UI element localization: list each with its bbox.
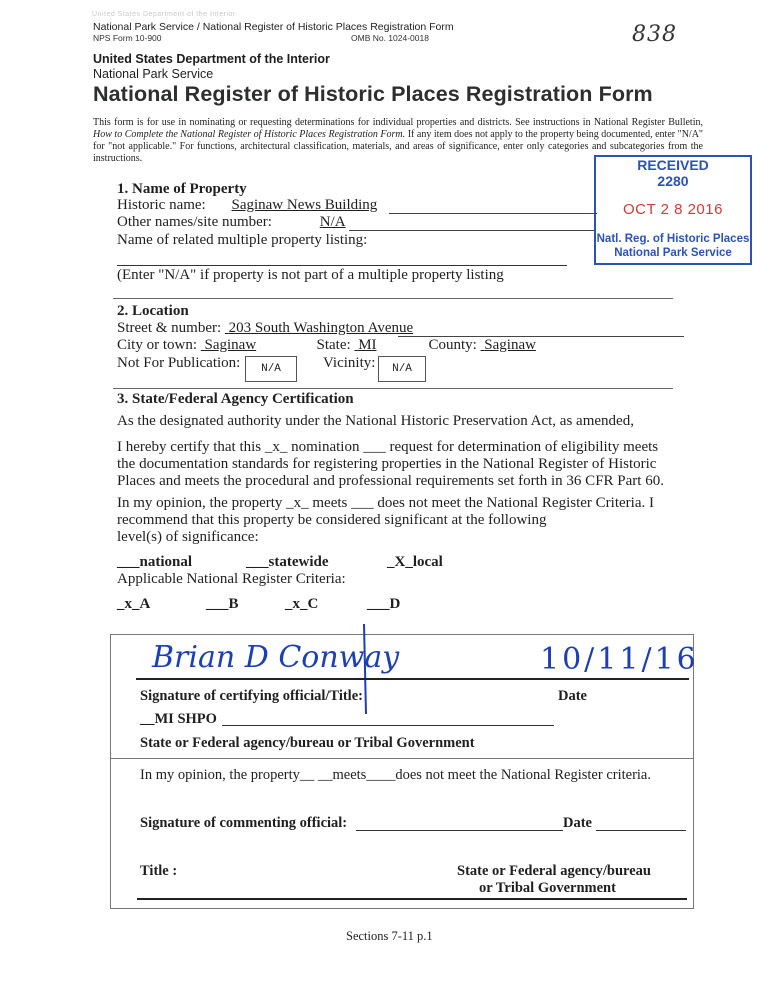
level-statewide-label: statewide [268, 554, 329, 570]
not-for-publication-field[interactable]: N/A [245, 356, 297, 382]
agency-form-line: National Park Service / National Register of Historic Places Registration Form [93, 21, 454, 33]
other-names-label: Other names/site number: [117, 214, 272, 230]
certify-line3: Places and meets the procedural and professional requirements set forth in 36 CFR Part 60. [117, 473, 664, 489]
criterion-a-label: A [139, 596, 151, 612]
instructions-part1: This form is for use in nominating or requesting determinations for individual properties and districts. See instructions in National Register Bulletin, [93, 117, 703, 128]
form-title: National Register of Historic Places Registration Form [93, 82, 653, 106]
received-stamp [594, 155, 752, 265]
other-names-underline [349, 230, 594, 231]
does-not-meet-checkbox[interactable]: ___ [351, 495, 374, 511]
opinion-line1 [117, 495, 654, 512]
criterion-c-mark: _x_ [285, 596, 308, 612]
opinion-line3: level(s) of significance: [117, 529, 259, 545]
certify-line2: the documentation standards for registering properties in the National Register of Historic [117, 456, 657, 472]
city-field[interactable] [201, 337, 313, 354]
signature-label: Signature of certifying official/Title: [140, 688, 363, 704]
service-name: National Park Service [93, 67, 214, 81]
opinion-text-a: In my opinion, the property [117, 495, 287, 511]
historic-name-field[interactable]: Saginaw News Building [231, 197, 378, 213]
state-label: State: [316, 337, 351, 353]
authority-text: As the designated authority under the National Historic Preservation Act, as amended, [117, 413, 634, 429]
level-statewide-mark: ___ [246, 554, 269, 570]
level-local[interactable] [387, 554, 443, 571]
certifying-date-handwritten[interactable]: 10/11/16 [540, 642, 699, 677]
commenting-date-field[interactable] [596, 830, 686, 831]
agency-label: State or Federal agency/bureau or Tribal Government [140, 735, 475, 751]
department-name: United States Department of the Interior [93, 52, 330, 66]
commenting-agency-label-line1: State or Federal agency/bureau [457, 863, 651, 879]
certify-text-b: nomination [287, 439, 364, 455]
state-value: MI [358, 337, 377, 353]
criterion-c[interactable] [285, 596, 318, 613]
certify-text-c: request for determination of eligibility meets [385, 439, 659, 455]
commenting-signature-label: Signature of commenting official: [140, 815, 348, 831]
street-row [117, 320, 413, 337]
commenting-date-label: Date [563, 815, 592, 831]
level-national[interactable] [117, 554, 192, 571]
instructions-part2: If any item does not apply to the property being documented, enter "N/A" for "not applicable." For functions, architectural classification, materials, and areas of significance, enter only categories and subcategories from the instructions. [93, 129, 704, 164]
signature-box-divider [110, 758, 693, 759]
agency-field[interactable]: __MI SHPO [140, 711, 217, 727]
opinion-text-b: meets [308, 495, 352, 511]
level-national-label: national [139, 554, 193, 570]
commenting-agency-label-line2: or Tribal Government [479, 880, 616, 896]
signature-line [136, 678, 689, 680]
level-statewide[interactable] [246, 554, 329, 571]
section2-title: 2. Location [117, 303, 189, 319]
vicinity-label: Vicinity: [323, 355, 376, 371]
criterion-d[interactable] [367, 596, 400, 613]
multiple-listing-label: Name of related multiple property listing: [117, 232, 368, 248]
commenting-signature-field[interactable] [356, 830, 563, 831]
criterion-a[interactable] [117, 596, 150, 613]
faint-header-line: United States Department of the Interior [92, 11, 236, 18]
certify-line1 [117, 439, 658, 456]
stamp-number: 2280 [657, 173, 689, 189]
stamp-date: OCT 2 8 2016 [623, 201, 723, 218]
handwritten-number: 838 [632, 22, 677, 47]
criterion-d-mark: ___ [367, 596, 390, 612]
other-names-field[interactable]: N/A [319, 214, 346, 230]
city-row [117, 337, 563, 354]
city-value: Saginaw [204, 337, 257, 353]
opinion-line2: recommend that this property be considered significant at the following [117, 512, 547, 528]
commenting-opinion: In my opinion, the property__ __meets____does not meet the National Register criteria. [140, 767, 651, 783]
state-field[interactable] [354, 337, 428, 354]
nomination-checkbox[interactable]: _x_ [264, 439, 288, 455]
street-label: Street & number: [117, 320, 222, 336]
commenting-title-label: Title : [140, 863, 178, 879]
level-local-mark: _X_ [387, 554, 413, 570]
criterion-c-label: C [307, 596, 319, 612]
certify-text-a: I hereby certify that this [117, 439, 265, 455]
page-footer: Sections 7-11 p.1 [346, 929, 433, 943]
county-label: County: [428, 337, 477, 353]
criteria-label: Applicable National Register Criteria: [117, 571, 346, 587]
county-field[interactable] [481, 337, 563, 354]
form-number: NPS Form 10-900 [93, 33, 162, 43]
street-value: 203 South Washington Avenue [228, 320, 414, 336]
county-value: Saginaw [484, 337, 536, 353]
historic-name-row [117, 197, 381, 214]
criterion-d-label: D [389, 596, 401, 612]
criterion-a-mark: _x_ [117, 596, 140, 612]
street-field[interactable] [225, 320, 413, 336]
multiple-listing-note: (Enter "N/A" if property is not part of a multiple property listing [117, 267, 504, 283]
request-checkbox[interactable]: ___ [363, 439, 386, 455]
historic-name-label: Historic name: [117, 197, 206, 213]
date-label: Date [558, 688, 587, 704]
signature-stroke-icon [360, 620, 380, 716]
stamp-org-line1: Natl. Reg. of Historic Places [596, 233, 750, 245]
commenting-title-field[interactable] [137, 898, 687, 900]
section-divider-2 [113, 388, 673, 389]
omb-number: OMB No. 1024-0018 [351, 33, 429, 43]
section1-title: 1. Name of Property [117, 181, 247, 197]
instructions-bulletin-title: How to Complete the National Register of Historic Places Registration Form. [93, 129, 406, 140]
criterion-b-label: B [228, 596, 239, 612]
level-national-mark: ___ [117, 554, 140, 570]
opinion-text-c: does not meet the National Register Criteria. I [373, 495, 654, 511]
certifying-signature[interactable]: Brian D Conway [152, 640, 400, 675]
historic-name-underline [389, 213, 597, 214]
city-label: City or town: [117, 337, 198, 353]
not-for-publication-label: Not For Publication: [117, 355, 241, 371]
meets-checkbox[interactable]: _x_ [286, 495, 309, 511]
vicinity-field[interactable]: N/A [378, 356, 426, 382]
agency-value: MI SHPO [154, 711, 217, 727]
multiple-listing-field[interactable] [117, 265, 567, 266]
agency-underline [222, 725, 554, 726]
stamp-received-label: RECEIVED [637, 157, 709, 173]
section3-title: 3. State/Federal Agency Certification [117, 391, 354, 407]
other-names-row [117, 214, 366, 231]
level-local-label: local [412, 554, 443, 570]
criterion-b[interactable] [206, 596, 239, 613]
stamp-org-line2: National Park Service [614, 247, 732, 259]
criterion-b-mark: ___ [206, 596, 229, 612]
section-divider-1 [113, 298, 673, 299]
